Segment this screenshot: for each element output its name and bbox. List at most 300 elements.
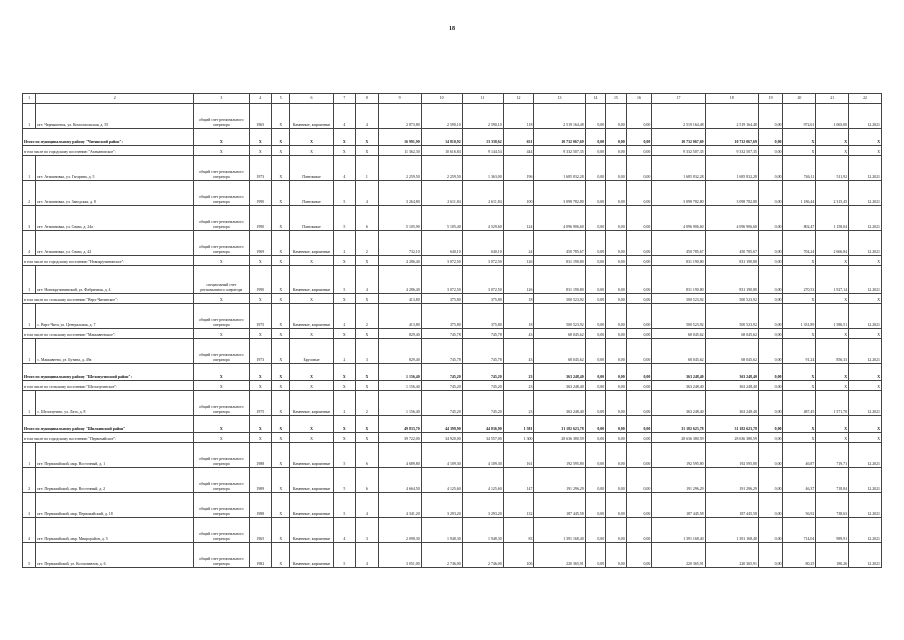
table-cell: 0,00 <box>585 433 606 443</box>
table-cell: 4 109,30 <box>462 443 503 468</box>
table-cell: 1 <box>23 304 36 329</box>
table-row <box>23 468 882 493</box>
table-cell: 16 991,90 <box>378 129 421 146</box>
table-cell: 1 <box>23 104 36 129</box>
table-cell: 444 <box>503 146 534 156</box>
table-cell: 0,00 <box>585 256 606 266</box>
table-cell: 0,00 <box>626 518 652 543</box>
table-cell: 0,00 <box>585 543 606 568</box>
table-cell: 3 293,20 <box>421 493 462 518</box>
table-cell: 0,00 <box>626 391 652 416</box>
table-cell: 413,80 <box>378 304 421 329</box>
table-cell: 3 072,50 <box>421 266 462 294</box>
table-cell: 12.2021 <box>849 104 882 129</box>
table-cell: 9 332 507,35 <box>534 146 585 156</box>
table-cell: 511,92 <box>816 156 849 181</box>
table-cell: 2 <box>23 181 36 206</box>
table-cell: 4 096 906,60 <box>652 206 705 231</box>
table-cell: 220 365,91 <box>534 543 585 568</box>
table-cell: 745,20 <box>462 381 503 391</box>
table-cell: 126 <box>503 266 534 294</box>
table-cell: Х <box>290 416 333 433</box>
table-cell: 31 182 623,78 <box>534 416 585 433</box>
table-cell: 1 586,51 <box>816 304 849 329</box>
table-cell: 0,00 <box>758 256 783 266</box>
table-cell: 745,78 <box>421 329 462 339</box>
table-cell: Х <box>816 329 849 339</box>
table-cell: 0,00 <box>585 493 606 518</box>
table-cell: 10 732 067,69 <box>705 129 758 146</box>
table-cell: 0,00 <box>585 231 606 256</box>
table-cell: 0,00 <box>606 543 627 568</box>
column-number-cell: 11 <box>462 94 503 104</box>
table-cell: 0,00 <box>606 156 627 181</box>
table-cell: Х <box>849 129 882 146</box>
table-cell: Панельные <box>290 181 333 206</box>
address-cell: с. Маккавеево, ул. Бутина, д. 49а <box>36 339 194 364</box>
table-cell: Х <box>272 181 290 206</box>
table-cell: общий счет регионального оператора <box>194 518 249 543</box>
table-cell: 375,80 <box>462 294 503 304</box>
table-cell: 3 264,80 <box>378 181 421 206</box>
column-number-cell: 16 <box>626 94 652 104</box>
table-cell: Каменные, кирпичные <box>290 543 333 568</box>
table-cell: 500 523,92 <box>534 304 585 329</box>
table-cell: Х <box>194 364 249 381</box>
table-cell: Х <box>356 364 379 381</box>
table-cell: 13 338,62 <box>462 129 503 146</box>
table-cell: 0,00 <box>758 381 783 391</box>
table-cell: 4 096 906,60 <box>534 206 585 231</box>
table-cell: общий счет регионального оператора <box>194 206 249 231</box>
settlement-subtotal-row <box>23 381 882 391</box>
table-cell: 1988 <box>249 443 272 468</box>
table-cell: 68 045,62 <box>652 329 705 339</box>
table-cell: 0,00 <box>758 391 783 416</box>
table-cell: 0,00 <box>626 129 652 146</box>
table-cell: 0,00 <box>758 146 783 156</box>
table-cell: 49 833,70 <box>378 416 421 433</box>
address-cell: пгт. Атамановка, ул. Связи, д. 24а <box>36 206 194 231</box>
table-cell: Х <box>272 129 290 146</box>
table-cell: 191 296,29 <box>534 468 585 493</box>
settlement-subtotal-row <box>23 329 882 339</box>
table-cell: 375,80 <box>421 294 462 304</box>
table-row <box>23 206 882 231</box>
table-cell: 5 <box>333 468 356 493</box>
table-cell: 3 072,50 <box>462 256 503 266</box>
table-cell: 5 <box>333 206 356 231</box>
table-cell: 0,00 <box>626 206 652 231</box>
table-cell: 23 <box>503 381 534 391</box>
table-cell: 738,63 <box>816 493 849 518</box>
table-cell: Каменные, кирпичные <box>290 231 333 256</box>
table-cell: Х <box>249 433 272 443</box>
table-row <box>23 156 882 181</box>
table-cell: 0,00 <box>626 443 652 468</box>
table-cell: 745,20 <box>462 391 503 416</box>
table-row <box>23 266 882 294</box>
table-cell: 0,00 <box>585 156 606 181</box>
table-cell: 4 <box>356 266 379 294</box>
table-cell: Х <box>333 256 356 266</box>
table-cell: Х <box>194 256 249 266</box>
table-cell: Х <box>272 416 290 433</box>
table-cell: 4 <box>356 104 379 129</box>
table-cell: 12.2021 <box>849 493 882 518</box>
table-cell: 1 391 168,40 <box>652 518 705 543</box>
table-cell: 1 158,04 <box>816 206 849 231</box>
table-cell: 3 051,00 <box>378 543 421 568</box>
table-cell: 0,00 <box>758 304 783 329</box>
table-cell: 0,00 <box>606 294 627 304</box>
column-number-cell: 4 <box>249 94 272 104</box>
table-row <box>23 443 882 468</box>
table-cell: 6 <box>356 468 379 493</box>
table-cell: 18 <box>503 304 534 329</box>
table-cell: Х <box>272 256 290 266</box>
table-cell: 0,00 <box>626 231 652 256</box>
table-cell: 68 045,62 <box>705 329 758 339</box>
page-number: 18 <box>449 26 455 32</box>
table-cell: 0,00 <box>585 339 606 364</box>
table-cell: 192 595,80 <box>652 443 705 468</box>
table-cell: 2 <box>356 304 379 329</box>
table-cell: 0,00 <box>758 416 783 433</box>
table-cell: 1 685 832,28 <box>534 156 585 181</box>
table-cell: 28 636 380,59 <box>534 433 585 443</box>
table-cell: Х <box>272 304 290 329</box>
table-cell: 1 <box>356 156 379 181</box>
table-cell: 450 785,67 <box>652 231 705 256</box>
table-cell: 1 685 832,28 <box>652 156 705 181</box>
table-cell: 2 <box>356 391 379 416</box>
column-number-cell: 1 <box>23 94 36 104</box>
column-number-cell: 7 <box>333 94 356 104</box>
table-cell: 1990 <box>249 206 272 231</box>
table-cell: 2 259,50 <box>378 156 421 181</box>
table-row <box>23 231 882 256</box>
table-cell: 1 <box>23 156 36 181</box>
row-label-cell: Итого по муниципальному району "Читинский район": <box>23 129 194 146</box>
table-cell: 1 331,89 <box>783 304 816 329</box>
table-cell: 91,24 <box>783 339 816 364</box>
table-row <box>23 104 882 129</box>
table-cell: 0,00 <box>758 266 783 294</box>
table-cell: Х <box>816 364 849 381</box>
table-cell: 1 685 832,28 <box>705 156 758 181</box>
table-cell: Х <box>272 543 290 568</box>
table-cell: 363 248,40 <box>705 364 758 381</box>
table-cell: 0,00 <box>606 339 627 364</box>
table-cell: Х <box>272 206 290 231</box>
table-cell: 12.2021 <box>849 231 882 256</box>
table-cell: 3 072,50 <box>421 256 462 266</box>
column-number-cell: 20 <box>783 94 816 104</box>
table-cell: 0,00 <box>606 304 627 329</box>
table-cell: 4 689,80 <box>378 443 421 468</box>
table-cell: 4 341,20 <box>378 493 421 518</box>
table-cell: Каменные, кирпичные <box>290 391 333 416</box>
table-cell: 1 <box>23 266 36 294</box>
table-cell: 1 <box>23 339 36 364</box>
table-cell: 2 <box>333 339 356 364</box>
table-cell: Х <box>849 433 882 443</box>
table-cell: Х <box>849 329 882 339</box>
table-cell: 500 523,92 <box>534 294 585 304</box>
address-cell: пгт. Первомайский, мкр. Микрорайон, д. 5 <box>36 518 194 543</box>
table-cell: Х <box>249 364 272 381</box>
table-cell: 0,00 <box>585 518 606 543</box>
table-cell: 363 248,40 <box>534 364 585 381</box>
table-cell: 1 571,70 <box>816 391 849 416</box>
table-row <box>23 181 882 206</box>
column-number-cell: 13 <box>534 94 585 104</box>
table-cell: 831 190,80 <box>652 266 705 294</box>
table-cell: Х <box>272 468 290 493</box>
table-cell: 0,00 <box>585 206 606 231</box>
table-cell: 187 445,58 <box>534 493 585 518</box>
table-cell: 2 519 164,48 <box>705 104 758 129</box>
table-cell: 363 248,40 <box>652 364 705 381</box>
table-cell: 1969 <box>249 231 272 256</box>
table-cell: 3 <box>23 206 36 231</box>
table-cell: 2 <box>333 304 356 329</box>
table-cell: 56,92 <box>783 493 816 518</box>
table-cell: 0,00 <box>606 416 627 433</box>
table-cell: 1973 <box>249 156 272 181</box>
table-cell: 0,00 <box>585 443 606 468</box>
settlement-subtotal-row <box>23 256 882 266</box>
table-cell: 0,00 <box>585 146 606 156</box>
table-cell: 375,80 <box>462 304 503 329</box>
table-cell: общий счет регионального оператора <box>194 493 249 518</box>
table-cell: 0,00 <box>758 364 783 381</box>
table-cell: Х <box>816 294 849 304</box>
table-cell: 0,00 <box>606 104 627 129</box>
table-cell: 831 190,80 <box>534 266 585 294</box>
address-cell: пгт. Первомайский, мкр. Восточный, д. 2 <box>36 468 194 493</box>
table-cell: 1988 <box>249 493 272 518</box>
table-cell: Х <box>290 294 333 304</box>
table-cell: 1990 <box>249 181 272 206</box>
table-cell: общий счет регионального оператора <box>194 391 249 416</box>
table-cell: 0,00 <box>758 493 783 518</box>
table-cell: Х <box>333 146 356 156</box>
table-cell: 12.2021 <box>849 206 882 231</box>
table-cell: 9 332 507,35 <box>705 146 758 156</box>
table-cell: 5 <box>23 543 36 568</box>
table-cell: общий счет регионального оператора <box>194 104 249 129</box>
table-cell: Х <box>333 294 356 304</box>
table-cell: 0,00 <box>585 416 606 433</box>
table-cell: 831 190,80 <box>534 256 585 266</box>
table-cell: 2 259,50 <box>421 156 462 181</box>
row-label-cell: в том числе по сельскому поселению "Шелопугинское": <box>23 381 194 391</box>
table-cell: 2 <box>356 231 379 256</box>
table-cell: 100 <box>503 181 534 206</box>
column-number-cell: 19 <box>758 94 783 104</box>
table-cell: 745,78 <box>462 329 503 339</box>
table-cell: 12.2021 <box>849 468 882 493</box>
table-cell: 4 <box>356 181 379 206</box>
table-cell: 363 248,40 <box>705 391 758 416</box>
column-number-cell: 9 <box>378 94 421 104</box>
table-cell: Х <box>249 256 272 266</box>
table-cell: Х <box>249 294 272 304</box>
capital-repair-register-table <box>22 93 882 568</box>
table-cell: 3 <box>356 339 379 364</box>
address-cell: с. Верх-Чита, ул. Центральная, д. 7 <box>36 304 194 329</box>
table-cell: 4 125,60 <box>421 468 462 493</box>
table-cell: Каменные, кирпичные <box>290 468 333 493</box>
column-number-cell: 2 <box>36 94 194 104</box>
table-cell: 2 746,00 <box>462 543 503 568</box>
column-number-cell: 18 <box>705 94 758 104</box>
table-cell: Х <box>272 493 290 518</box>
table-row <box>23 493 882 518</box>
table-cell: 0,00 <box>758 433 783 443</box>
table-cell: 363 248,40 <box>705 381 758 391</box>
table-cell: 829,40 <box>378 339 421 364</box>
column-number-cell: 10 <box>421 94 462 104</box>
table-cell: Х <box>249 416 272 433</box>
table-cell: 0,00 <box>626 156 652 181</box>
table-cell: 0,00 <box>626 266 652 294</box>
address-cell: пгт. Чернышевск, ул. Комсомольская, д. 55 <box>36 104 194 129</box>
table-cell: 3 <box>356 518 379 543</box>
table-cell: 0,00 <box>626 543 652 568</box>
table-cell: 83 <box>503 518 534 543</box>
table-cell: 704,24 <box>783 231 816 256</box>
table-cell: 0,00 <box>758 231 783 256</box>
table-cell: Х <box>290 129 333 146</box>
table-cell: 44 036,90 <box>462 416 503 433</box>
table-cell: 719,71 <box>816 443 849 468</box>
table-cell: 0,00 <box>585 304 606 329</box>
table-cell: 4 529,60 <box>462 206 503 231</box>
table-cell: 12.2021 <box>849 443 882 468</box>
table-cell: 829,40 <box>378 329 421 339</box>
table-cell: Х <box>194 294 249 304</box>
table-cell: 18 <box>503 294 534 304</box>
table-cell: 0,00 <box>626 294 652 304</box>
table-cell: 0,00 <box>758 518 783 543</box>
table-cell: 2 611,84 <box>421 181 462 206</box>
table-cell: 12.2021 <box>849 181 882 206</box>
table-cell: 1 <box>23 443 36 468</box>
table-cell: Х <box>783 146 816 156</box>
table-cell: 450 785,67 <box>534 231 585 256</box>
table-cell: 44 399,90 <box>421 416 462 433</box>
table-cell: общий счет регионального оператора <box>194 231 249 256</box>
table-cell: 1 156,40 <box>378 381 421 391</box>
table-row <box>23 304 882 329</box>
table-cell: 24 <box>503 231 534 256</box>
table-cell: Х <box>194 433 249 443</box>
table-cell: Х <box>272 381 290 391</box>
table-cell: 1 391 168,40 <box>705 518 758 543</box>
table-cell: 1 363,00 <box>462 156 503 181</box>
table-cell: 500 523,92 <box>652 304 705 329</box>
table-cell: Х <box>816 433 849 443</box>
table-cell: 0,00 <box>585 294 606 304</box>
table-cell: 39 722,00 <box>378 433 421 443</box>
table-cell: 43 <box>503 339 534 364</box>
table-cell: 220 365,91 <box>652 543 705 568</box>
table-cell: общий счет регионального оператора <box>194 156 249 181</box>
table-cell: 732,10 <box>378 231 421 256</box>
table-cell: Каменные, кирпичные <box>290 304 333 329</box>
table-cell: 28 636 380,59 <box>652 433 705 443</box>
column-number-cell: 3 <box>194 94 249 104</box>
table-cell: 1 186,44 <box>783 181 816 206</box>
table-cell: 718,84 <box>816 468 849 493</box>
table-cell: 187 445,58 <box>652 493 705 518</box>
table-cell: 5 <box>333 493 356 518</box>
table-cell: 0,00 <box>606 231 627 256</box>
table-cell: 0,00 <box>585 329 606 339</box>
table-cell: Х <box>816 146 849 156</box>
address-cell: пгт. Новокручининский, ул. Фабричная, д. 4 <box>36 266 194 294</box>
table-cell: Х <box>783 433 816 443</box>
table-cell: Х <box>194 329 249 339</box>
table-cell: Х <box>783 129 816 146</box>
table-cell: 1965 <box>249 518 272 543</box>
table-cell: общий счет регионального оператора <box>194 543 249 568</box>
table-cell: Х <box>356 294 379 304</box>
table-cell: Х <box>816 381 849 391</box>
table-cell: общий счет регионального оператора <box>194 468 249 493</box>
table-cell: 0,00 <box>758 468 783 493</box>
table-cell: 0,00 <box>585 266 606 294</box>
table-cell: 1 156,40 <box>378 391 421 416</box>
table-cell: 10 732 067,69 <box>652 129 705 146</box>
table-cell: 3 098 782,80 <box>534 181 585 206</box>
table-cell: Х <box>272 443 290 468</box>
table-cell: 0,00 <box>626 381 652 391</box>
table-cell: 220 365,91 <box>705 543 758 568</box>
table-cell: 270,53 <box>783 266 816 294</box>
table-cell: 989,91 <box>816 518 849 543</box>
table-cell: Х <box>290 381 333 391</box>
table-cell: 0,00 <box>606 129 627 146</box>
table-cell: 0,00 <box>626 304 652 329</box>
table-cell: Х <box>356 146 379 156</box>
table-cell: Панельные <box>290 206 333 231</box>
row-label-cell: в том числе по сельскому поселению "Маккавеевское": <box>23 329 194 339</box>
table-cell: Х <box>816 256 849 266</box>
table-cell: 0,00 <box>626 256 652 266</box>
table-cell: 124 <box>503 206 534 231</box>
table-cell: 1 927,14 <box>816 266 849 294</box>
table-cell: Х <box>356 256 379 266</box>
table-cell: 1990 <box>249 266 272 294</box>
column-number-cell: 5 <box>272 94 290 104</box>
table-cell: 1 300 <box>503 433 534 443</box>
district-total-row <box>23 129 882 146</box>
table-cell: 12.2021 <box>849 266 882 294</box>
table-cell: 1 <box>23 391 36 416</box>
table-cell: Х <box>272 433 290 443</box>
column-number-cell: 17 <box>652 94 705 104</box>
table-cell: 2 873,80 <box>378 104 421 129</box>
table-cell: общий счет регионального оператора <box>194 443 249 468</box>
table-cell: 23 <box>503 364 534 381</box>
table-cell: 12.2021 <box>849 543 882 568</box>
table-cell: 0,00 <box>626 104 652 129</box>
row-label-cell: в том числе по сельскому поселению "Верх-Читинское": <box>23 294 194 304</box>
